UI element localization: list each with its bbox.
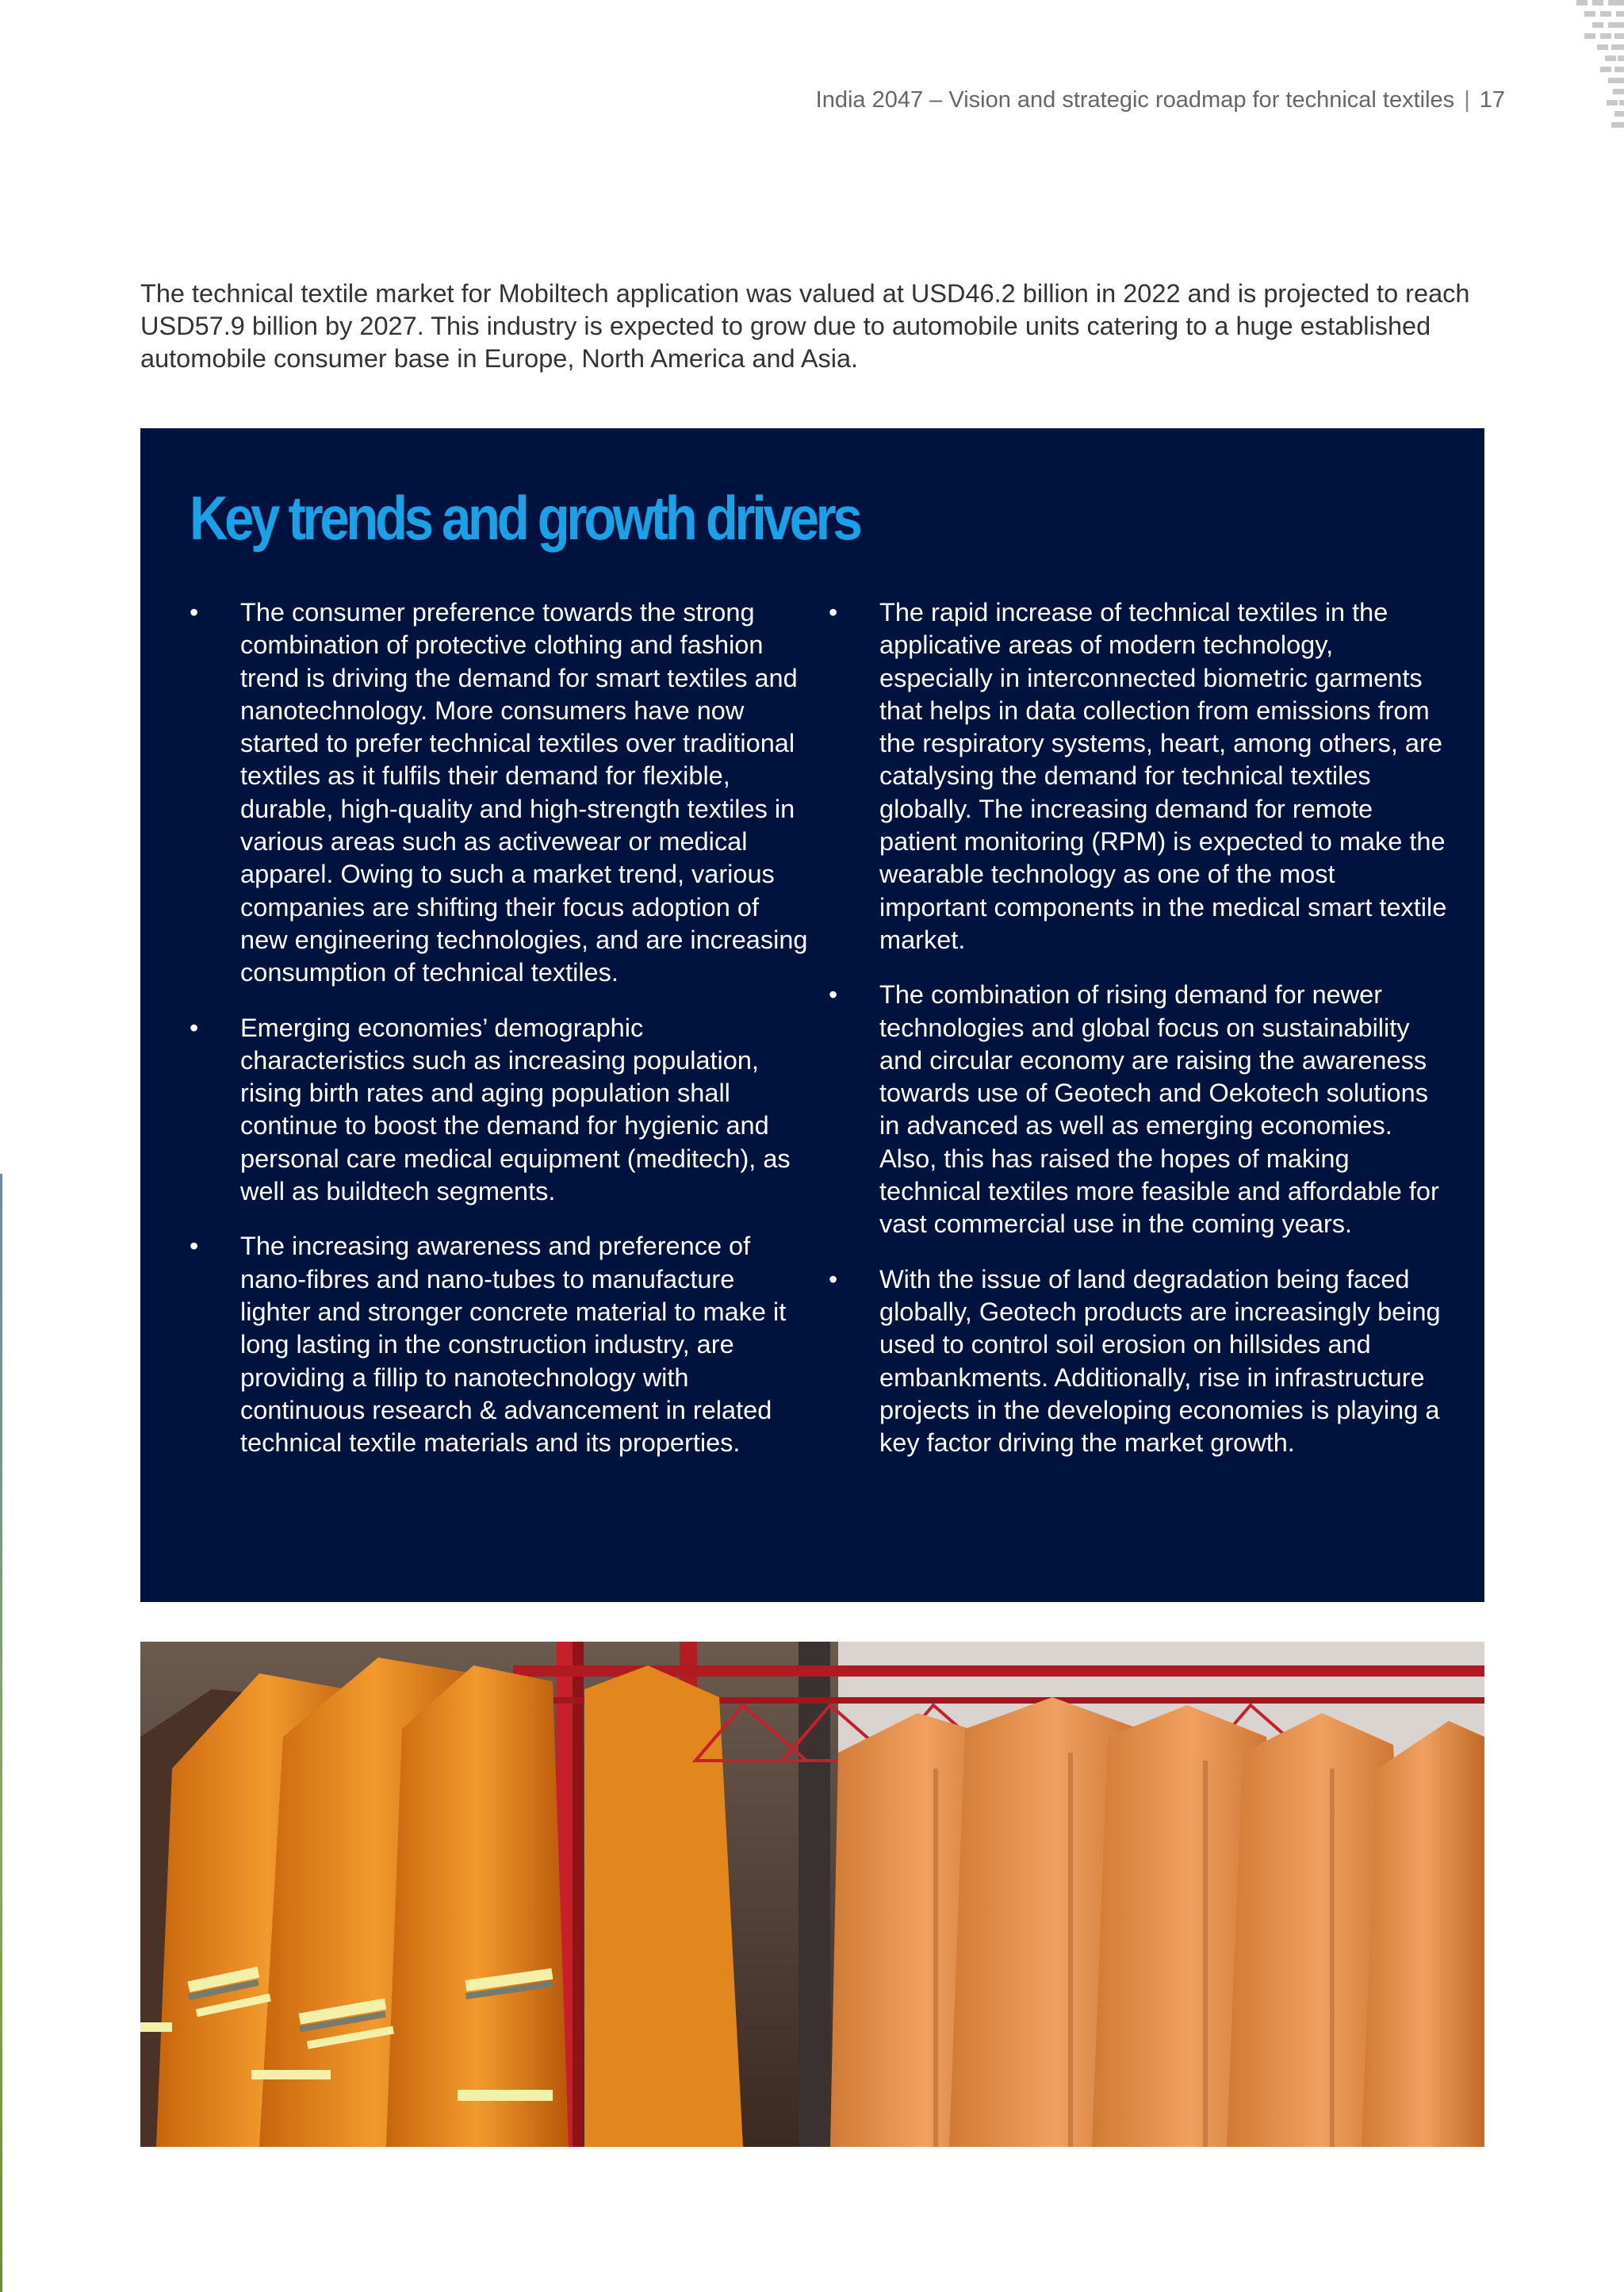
trend-text: The rapid increase of technical textiles in the applicative areas of modern technology, especially in interconnected biometric garments that helps in data collection from emissions from the respiratory systems, heart, among others, are catalysing the demand for technical textiles globally. The increasing demand for remote patient monitoring (RPM) is expected to make the wearable technology as one of the most important components in the medical smart textile market.	[879, 598, 1447, 954]
trend-text: The increasing awareness and preference of nano-fibres and nano-tubes to manufacture lighter and stronger concrete material to make it long lasting in the construction industry, are providing a fillip to nanotechnology with continuous research & advancement in related technical textile materials and its properties.	[240, 1232, 787, 1458]
page-number: 17	[1479, 87, 1505, 113]
bullet-icon: •	[190, 598, 199, 627]
trend-item	[190, 1012, 808, 1209]
trend-text: Emerging economies’ demographic characteristics such as increasing population, rising birth rates and aging population shall continue to boost the demand for hygienic and personal care medical equipment (meditech), as well as buildtech segments.	[240, 1013, 791, 1206]
header-separator: |	[1464, 87, 1470, 113]
trends-left-column	[190, 596, 808, 1481]
bullet-icon: •	[829, 1264, 838, 1294]
trend-text: With the issue of land degradation being faced globally, Geotech products are increasingly being used to control soil erosion on hillsides and embankments. Additionally, rise in infrastructure projects in the developing economies is playing a key factor driving the market growth.	[879, 1264, 1441, 1458]
trends-right-column	[829, 596, 1447, 1481]
trend-item	[829, 596, 1447, 956]
bullet-icon: •	[829, 598, 838, 627]
intro-paragraph: The technical textile market for Mobiltech application was valued at USD46.2 billion in 2022 and is projected to reach USD57.9 billion by 2027. This industry is expected to grow due to automobile units catering to a huge established automobile consumer base in Europe, North America and Asia.	[140, 279, 1470, 373]
bullet-icon: •	[190, 1232, 199, 1261]
left-edge-strip	[0, 1174, 2, 2292]
trend-item	[190, 1230, 808, 1459]
document-title: India 2047 – Vision and strategic roadmap for technical textiles	[815, 87, 1455, 113]
trend-item	[829, 1263, 1447, 1460]
key-trends-title: Key trends and growth drivers	[190, 483, 860, 553]
bullet-icon: •	[829, 980, 838, 1010]
trend-item	[190, 596, 808, 990]
key-trends-box	[140, 428, 1484, 1602]
bullet-icon: •	[190, 1013, 199, 1042]
running-header	[816, 87, 1505, 113]
protective-jackets-photo	[140, 1642, 1484, 2147]
corner-dot-pattern	[1529, 0, 1624, 135]
trend-item	[829, 979, 1447, 1240]
trend-text: The combination of rising demand for newer technologies and global focus on sustainability and circular economy are raising the awareness towards use of Geotech and Oekotech solutions in advanced as well as emerging economies. Also, this has raised the hopes of making technical textiles more feasible and affordable for vast commercial use in the coming years.	[879, 980, 1439, 1239]
trend-text: The consumer preference towards the strong combination of protective clothing and fashion trend is driving the demand for smart textiles and nanotechnology. More consumers have now started to prefer technical textiles over traditional textiles as it fulfils their demand for flexible, durable, high-quality and high-strength textiles in various areas such as activewear or medical apparel. Owing to such a market trend, various companies are shifting their focus adoption of new engineering technologies, and are increasing consumption of technical textiles.	[240, 598, 808, 987]
